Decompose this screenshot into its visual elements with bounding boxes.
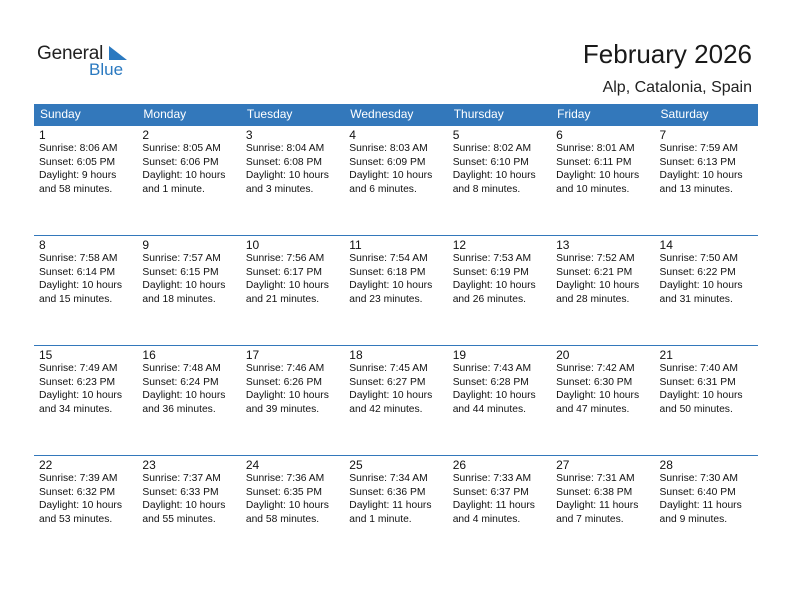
day-cell	[655, 125, 758, 235]
sunset-time: Sunset: 6:19 PM	[452, 266, 529, 278]
day-cell	[241, 125, 344, 235]
day-cell	[655, 345, 758, 455]
daylight-hours: Daylight: 10 hours	[659, 390, 743, 401]
sunset-time: Sunset: 6:33 PM	[142, 486, 219, 498]
daylight-minutes: and 28 minutes.	[556, 293, 630, 305]
day-number: 2	[142, 128, 150, 142]
day-cell	[241, 455, 344, 565]
daylight-minutes: and 15 minutes.	[39, 293, 113, 305]
weeks-container	[34, 125, 758, 565]
sunset-time: Sunset: 6:36 PM	[349, 486, 426, 498]
daylight-minutes: and 3 minutes.	[245, 183, 314, 195]
weekday-friday: Friday	[557, 107, 591, 121]
sunrise-time: Sunrise: 7:54 AM	[349, 253, 428, 264]
logo-blue-text: Blue	[89, 60, 124, 79]
sunset-time: Sunset: 6:26 PM	[245, 376, 322, 388]
day-cell	[448, 455, 551, 565]
daylight-hours: Daylight: 10 hours	[39, 390, 122, 401]
day-number: 9	[142, 238, 150, 252]
sunrise-time: Sunrise: 8:02 AM	[452, 143, 532, 154]
weekday-sunday: Sunday	[40, 107, 81, 121]
sunset-time: Sunset: 6:30 PM	[556, 376, 633, 388]
sunrise-time: Sunrise: 7:31 AM	[556, 473, 635, 484]
day-cell	[551, 345, 654, 455]
day-cell	[137, 235, 240, 345]
sunrise-time: Sunrise: 7:49 AM	[39, 363, 118, 374]
sunset-time: Sunset: 6:38 PM	[556, 486, 633, 498]
day-cell	[448, 235, 551, 345]
sunrise-time: Sunrise: 7:59 AM	[659, 143, 738, 154]
sunset-time: Sunset: 6:28 PM	[452, 376, 529, 388]
location-subtitle: Alp, Catalonia, Spain	[602, 79, 752, 96]
weekday-thursday: Thursday	[453, 107, 504, 121]
sunrise-time: Sunrise: 7:48 AM	[142, 363, 221, 374]
daylight-minutes: and 31 minutes.	[659, 293, 733, 305]
logo	[37, 43, 137, 83]
day-number: 26	[452, 458, 467, 472]
sunrise-time: Sunrise: 7:30 AM	[659, 473, 738, 484]
daylight-minutes: and 13 minutes.	[659, 183, 733, 195]
sunrise-time: Sunrise: 7:52 AM	[556, 253, 635, 264]
sunrise-time: Sunrise: 8:03 AM	[349, 143, 428, 154]
day-number: 24	[245, 458, 260, 472]
day-number: 22	[39, 458, 53, 472]
day-cell	[344, 125, 447, 235]
sunset-time: Sunset: 6:23 PM	[39, 376, 116, 388]
daylight-hours: Daylight: 10 hours	[452, 280, 536, 291]
sunset-time: Sunset: 6:17 PM	[245, 266, 322, 278]
weekday-saturday: Saturday	[660, 107, 709, 121]
sunrise-time: Sunrise: 7:50 AM	[659, 253, 738, 264]
day-number: 25	[349, 458, 363, 472]
daylight-hours: Daylight: 10 hours	[245, 280, 329, 291]
sunset-time: Sunset: 6:13 PM	[659, 156, 736, 168]
daylight-minutes: and 26 minutes.	[452, 293, 526, 305]
week-row	[34, 235, 758, 345]
day-cell	[137, 345, 240, 455]
daylight-minutes: and 39 minutes.	[245, 403, 320, 415]
sunrise-time: Sunrise: 7:42 AM	[556, 363, 635, 374]
daylight-hours: Daylight: 10 hours	[349, 390, 433, 401]
sunrise-time: Sunrise: 7:40 AM	[659, 363, 738, 374]
weekday-monday: Monday	[143, 107, 187, 121]
weekday-wednesday: Wednesday	[350, 107, 414, 121]
day-number: 12	[452, 238, 467, 252]
sunrise-time: Sunrise: 8:04 AM	[245, 143, 325, 154]
day-number: 8	[39, 238, 46, 252]
sunrise-time: Sunrise: 7:53 AM	[452, 253, 532, 264]
sunrise-time: Sunrise: 7:57 AM	[142, 253, 221, 264]
sunset-time: Sunset: 6:37 PM	[452, 486, 529, 498]
day-cell	[655, 235, 758, 345]
day-number: 10	[245, 238, 260, 252]
daylight-minutes: and 8 minutes.	[452, 183, 521, 195]
week-row	[34, 125, 758, 235]
sunrise-time: Sunrise: 8:06 AM	[39, 143, 118, 154]
weekday-tuesday: Tuesday	[246, 107, 293, 121]
sunset-time: Sunset: 6:10 PM	[452, 156, 529, 168]
daylight-minutes: and 58 minutes.	[245, 513, 320, 525]
daylight-hours: Daylight: 9 hours	[39, 170, 117, 181]
sunrise-time: Sunrise: 7:36 AM	[245, 473, 325, 484]
sunrise-time: Sunrise: 8:05 AM	[142, 143, 221, 154]
day-cell	[551, 235, 654, 345]
day-cell	[551, 455, 654, 565]
day-number: 16	[142, 348, 156, 362]
daylight-hours: Daylight: 11 hours	[452, 500, 535, 511]
daylight-minutes: and 10 minutes.	[556, 183, 630, 195]
daylight-hours: Daylight: 10 hours	[245, 390, 329, 401]
day-number: 19	[452, 348, 467, 362]
daylight-minutes: and 44 minutes.	[452, 403, 526, 415]
sunset-time: Sunset: 6:14 PM	[39, 266, 116, 278]
daylight-hours: Daylight: 11 hours	[556, 500, 639, 511]
sunrise-time: Sunrise: 7:58 AM	[39, 253, 118, 264]
daylight-hours: Daylight: 10 hours	[349, 280, 433, 291]
day-number: 14	[659, 238, 673, 252]
week-row	[34, 345, 758, 455]
sunset-time: Sunset: 6:21 PM	[556, 266, 633, 278]
sunset-time: Sunset: 6:40 PM	[659, 486, 736, 498]
sunrise-time: Sunrise: 7:37 AM	[142, 473, 221, 484]
day-number: 1	[39, 128, 46, 142]
daylight-minutes: and 47 minutes.	[556, 403, 630, 415]
day-cell	[137, 455, 240, 565]
daylight-minutes: and 1 minute.	[349, 513, 412, 525]
daylight-hours: Daylight: 10 hours	[659, 170, 743, 181]
daylight-hours: Daylight: 10 hours	[349, 170, 433, 181]
sunrise-time: Sunrise: 7:56 AM	[245, 253, 325, 264]
daylight-minutes: and 42 minutes.	[349, 403, 423, 415]
day-cell	[344, 345, 447, 455]
daylight-hours: Daylight: 11 hours	[349, 500, 432, 511]
day-number: 11	[349, 238, 362, 252]
daylight-hours: Daylight: 10 hours	[39, 500, 122, 511]
daylight-hours: Daylight: 10 hours	[142, 500, 226, 511]
day-cell	[241, 345, 344, 455]
daylight-hours: Daylight: 10 hours	[452, 170, 536, 181]
daylight-minutes: and 53 minutes.	[39, 513, 113, 525]
sunrise-time: Sunrise: 7:34 AM	[349, 473, 428, 484]
sunrise-time: Sunrise: 7:45 AM	[349, 363, 428, 374]
sunrise-time: Sunrise: 7:33 AM	[452, 473, 532, 484]
day-number: 21	[659, 348, 673, 362]
sunrise-time: Sunrise: 7:39 AM	[39, 473, 118, 484]
day-number: 4	[349, 128, 356, 142]
day-cell	[551, 125, 654, 235]
day-cell	[344, 235, 447, 345]
logo-general-text: General	[37, 43, 104, 64]
daylight-minutes: and 55 minutes.	[142, 513, 216, 525]
daylight-minutes: and 9 minutes.	[659, 513, 728, 525]
sunset-time: Sunset: 6:24 PM	[142, 376, 219, 388]
day-cell	[34, 455, 137, 565]
day-cell	[34, 125, 137, 235]
sunrise-time: Sunrise: 7:46 AM	[245, 363, 325, 374]
page-title: February 2026	[582, 39, 752, 69]
day-number: 20	[556, 348, 570, 362]
day-cell	[34, 345, 137, 455]
sunset-time: Sunset: 6:05 PM	[39, 156, 116, 168]
day-number: 15	[39, 348, 53, 362]
daylight-minutes: and 34 minutes.	[39, 403, 113, 415]
sunset-time: Sunset: 6:15 PM	[142, 266, 219, 278]
sunset-time: Sunset: 6:08 PM	[245, 156, 322, 168]
sunset-time: Sunset: 6:27 PM	[349, 376, 426, 388]
daylight-minutes: and 23 minutes.	[349, 293, 423, 305]
sunset-time: Sunset: 6:32 PM	[39, 486, 116, 498]
daylight-minutes: and 4 minutes.	[452, 513, 521, 525]
daylight-minutes: and 36 minutes.	[142, 403, 216, 415]
sunset-time: Sunset: 6:35 PM	[245, 486, 322, 498]
day-number: 7	[659, 128, 667, 142]
daylight-hours: Daylight: 10 hours	[452, 390, 536, 401]
sunset-time: Sunset: 6:11 PM	[556, 156, 632, 168]
day-number: 27	[556, 458, 570, 472]
day-cell	[241, 235, 344, 345]
day-number: 17	[245, 348, 260, 362]
sunset-time: Sunset: 6:18 PM	[349, 266, 426, 278]
week-row	[34, 455, 758, 565]
sunset-time: Sunset: 6:31 PM	[659, 376, 736, 388]
daylight-hours: Daylight: 10 hours	[39, 280, 122, 291]
day-cell	[655, 455, 758, 565]
day-cell	[137, 125, 240, 235]
day-cell	[448, 125, 551, 235]
daylight-minutes: and 50 minutes.	[659, 403, 733, 415]
daylight-hours: Daylight: 10 hours	[659, 280, 743, 291]
day-number: 28	[659, 458, 673, 472]
calendar-grid	[34, 104, 758, 565]
sunrise-time: Sunrise: 8:01 AM	[556, 143, 635, 154]
weekday-header-row	[34, 104, 758, 125]
day-number: 5	[452, 128, 460, 142]
daylight-hours: Daylight: 10 hours	[556, 170, 640, 181]
day-number: 18	[349, 348, 363, 362]
daylight-hours: Daylight: 10 hours	[142, 390, 226, 401]
daylight-hours: Daylight: 10 hours	[245, 170, 329, 181]
daylight-hours: Daylight: 10 hours	[142, 170, 226, 181]
sunset-time: Sunset: 6:22 PM	[659, 266, 736, 278]
day-number: 3	[245, 128, 253, 142]
sunrise-time: Sunrise: 7:43 AM	[452, 363, 532, 374]
daylight-minutes: and 18 minutes.	[142, 293, 216, 305]
daylight-hours: Daylight: 11 hours	[659, 500, 742, 511]
day-number: 23	[142, 458, 156, 472]
day-cell	[448, 345, 551, 455]
daylight-minutes: and 7 minutes.	[556, 513, 624, 525]
day-number: 13	[556, 238, 570, 252]
daylight-hours: Daylight: 10 hours	[142, 280, 226, 291]
day-cell	[344, 455, 447, 565]
daylight-minutes: and 1 minute.	[142, 183, 205, 195]
daylight-hours: Daylight: 10 hours	[556, 390, 640, 401]
day-cell	[34, 235, 137, 345]
daylight-hours: Daylight: 10 hours	[245, 500, 329, 511]
daylight-minutes: and 6 minutes.	[349, 183, 417, 195]
daylight-hours: Daylight: 10 hours	[556, 280, 640, 291]
sunset-time: Sunset: 6:09 PM	[349, 156, 426, 168]
day-number: 6	[556, 128, 563, 142]
sunset-time: Sunset: 6:06 PM	[142, 156, 219, 168]
daylight-minutes: and 58 minutes.	[39, 183, 113, 195]
daylight-minutes: and 21 minutes.	[245, 293, 320, 305]
